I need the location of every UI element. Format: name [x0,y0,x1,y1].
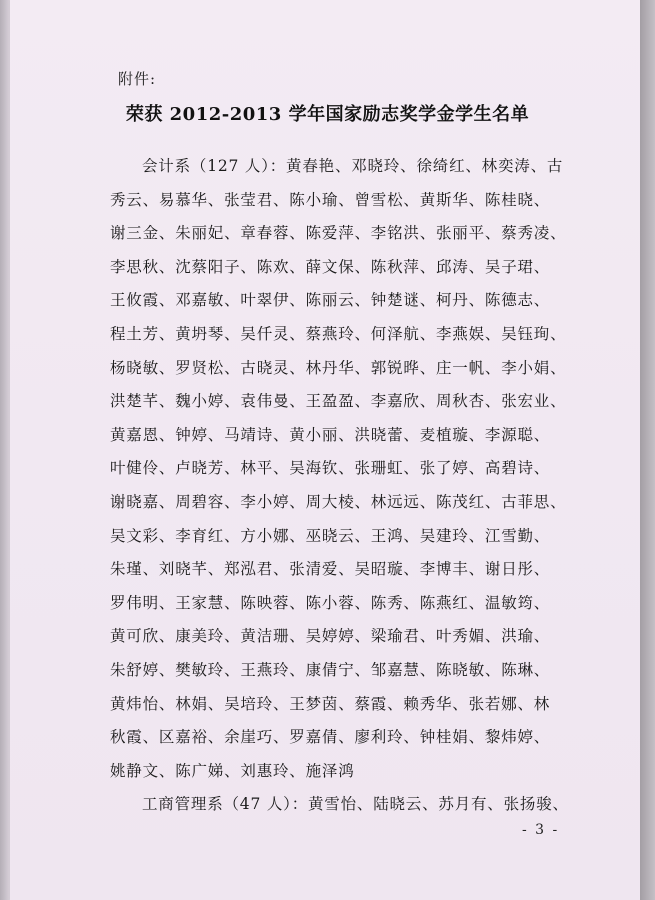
text-line: 秋霞、区嘉裕、余崖巧、罗嘉倩、廖利玲、钟桂娟、黎炜婷、 [110,728,551,747]
page-spine [0,0,10,900]
text-line: 姚静文、陈广娣、刘惠玲、施泽鸿 [110,761,355,780]
name-list [110,150,580,822]
text-line: 程土芳、黄坍琴、吴仟灵、蔡燕玲、何泽航、李燕娱、吴钰珣、 [110,324,567,343]
text-line: 谢三金、朱丽妃、章春蓉、陈爱萍、李铭洪、张丽平、蔡秀凌、 [110,224,567,243]
text-line: 黄嘉恩、钟婷、马靖诗、黄小丽、洪晓蕾、麦植璇、李源聪、 [110,425,551,444]
text-line: 杨晓敏、罗贤松、古晓灵、林丹华、郭锐晔、庄一帆、李小娟、 [110,358,567,377]
text-line: 朱瑾、刘晓芊、郑泓君、张清爱、吴昭璇、李博丰、谢日彤、 [110,560,551,579]
text-line: 朱舒婷、樊敏玲、王燕玲、康倩宁、邹嘉慧、陈晓敏、陈琳、 [110,660,551,679]
page-edge [640,0,655,900]
text-line: 秀云、易慕华、张莹君、陈小瑜、曾雪松、黄斯华、陈桂晓、 [110,190,551,209]
text-line: 谢晓嘉、周碧容、李小婷、周大棱、林远远、陈茂红、古菲思、 [110,492,567,511]
text-line: 李思秋、沈蔡阳子、陈欢、薛文保、陈秋萍、邱涛、吴子珺、 [110,257,551,276]
attachment-label: 附件: [118,70,157,88]
text-line: 黄炜怡、林娟、吴培玲、王梦茵、蔡霞、赖秀华、张若娜、林 [110,694,551,713]
text-line: 罗伟明、王家慧、陈映蓉、陈小蓉、陈秀、陈燕红、温敏筠、 [110,593,551,612]
text-line: 工商管理系（47 人）：黄雪怡、陆晓云、苏月有、张扬骏、 [142,795,569,814]
text-line: 洪楚芊、魏小婷、袁伟曼、王盈盈、李嘉欣、周秋杏、张宏业、 [110,392,567,411]
document-title: 荣获 2012-2013 学年国家励志奖学金学生名单 [125,104,530,125]
text-line: 会计系（127 人）：黄春艳、邓晓玲、徐绮红、林奕涛、古 [142,157,564,175]
page-number: - 3 - [522,822,560,838]
text-line: 黄可欣、康美玲、黄洁珊、吴婷婷、梁瑜君、叶秀媚、洪瑜、 [110,627,551,646]
text-line: 叶健伶、卢晓芳、林平、吴海钦、张珊虹、张了婷、高碧诗、 [110,459,551,478]
text-line: 吴文彩、李育红、方小娜、巫晓云、王鸿、吴建玲、江雪勤、 [110,526,551,545]
text-line: 王攸霞、邓嘉敏、叶翠伊、陈丽云、钟楚谜、柯丹、陈德志、 [110,291,551,310]
